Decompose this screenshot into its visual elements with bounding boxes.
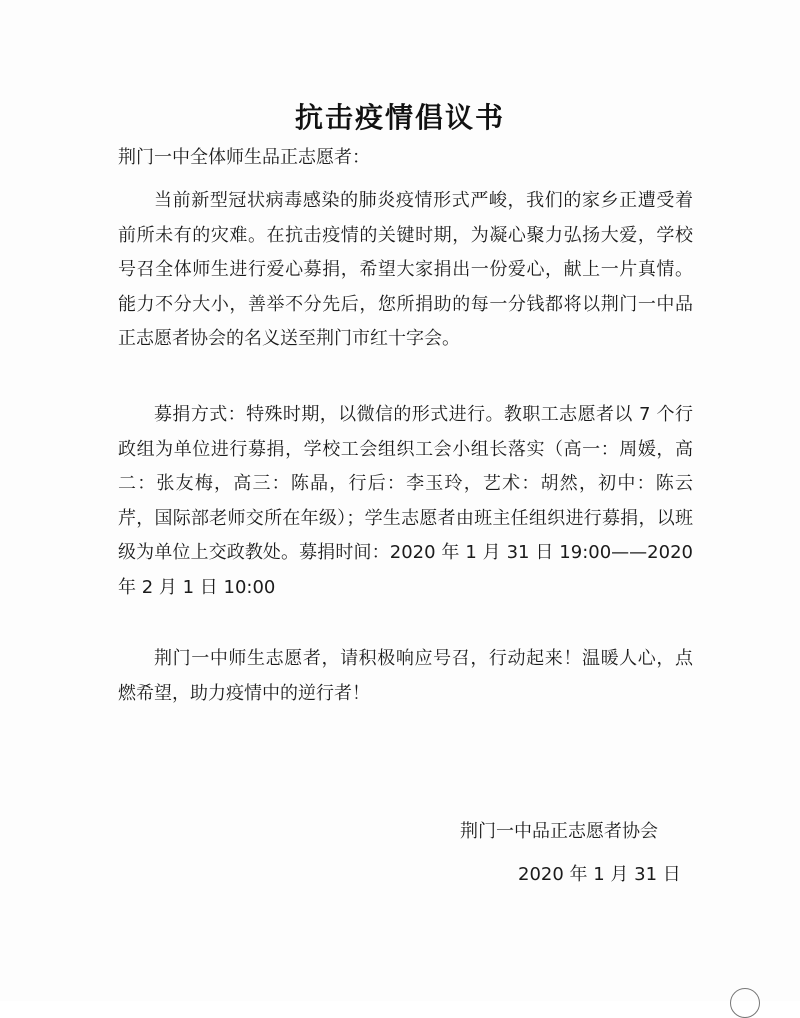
paragraph-call-to-action: 荆门一中师生志愿者，请积极响应号召，行动起来！温暖人心，点燃希望，助力疫情中的逆行者！ [118,648,693,704]
signature-organization: 荆门一中品正志愿者协会 [460,821,658,842]
paragraph-appeal: 当前新型冠状病毒感染的肺炎疫情形式严峻，我们的家乡正遭受着前所未有的灾难。在抗击疫情的关键时期，为凝心聚力弘扬大爱，学校号召全体师生进行爱心募捐，希望大家捐出一份爱心，献上一片真情。能力不分大小，善举不分先后，您所捐助的每一分钱都将以荆门一中品正志愿者协会的名义送至荆门市红十字会。 [118,190,693,349]
salutation: 荆门一中全体师生品正志愿者： [118,147,370,168]
paragraph-donation-method: 募捐方式：特殊时期，以微信的形式进行。教职工志愿者以 7 个行政组为单位进行募捐，学校工会组织工会小组长落实（高一：周媛，高二：张友梅，高三：陈晶，行后：李玉玲，艺术：胡然，初中：陈云芹，国际部老师交所在年级）；学生志愿者由班主任组织进行募捐，以班级为单位上交政教处。募捐时间：2020 年 1 月 31 日 19:00——2020 年 2 月 1 日 10:00 [118,404,693,598]
document-title: 抗击疫情倡议书 [294,101,505,134]
signature-date: 2020 年 1 月 31 日 [518,864,681,885]
page-corner-circle-icon [730,988,760,1018]
